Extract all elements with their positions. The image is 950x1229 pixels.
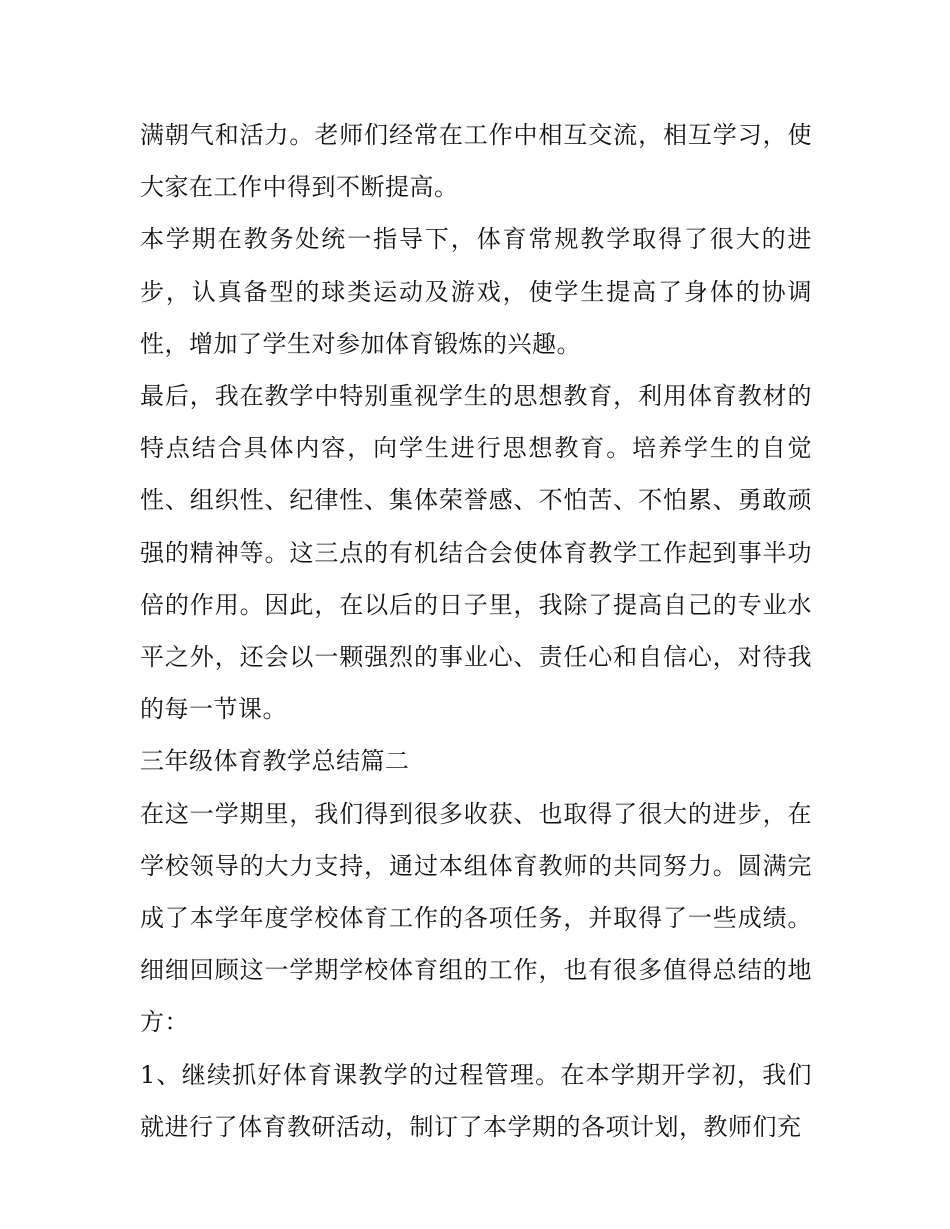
paragraph-2: 本学期在教务处统一指导下，体育常规教学取得了很大的进步，认真备型的球类运动及游戏，使学生提高了身体的协调性，增加了学生对参加体育锻炼的兴趣。 [140,225,812,358]
document-body [140,109,812,1153]
paragraph-5: 1、继续抓好体育课教学的过程管理。在本学期开学初，我们就进行了体育教研活动，制订了本学期的各项计划，教师们充 [140,1060,812,1141]
paragraph-3: 最后，我在教学中特别重视学生的思想教育，利用体育教材的特点结合具体内容，向学生进行思想教育。培养学生的自觉性、组织性、纪律性、集体荣誉感、不怕苦、不怕累、勇敢顽强的精神等。这三点的有机结合会使体育教学工作起到事半功倍的作用。因此，在以后的日子里，我除了提高自己的专业水平之外，还会以一颗强烈的事业心、责任心和自信心，对待我的每一节课。 [140,382,812,724]
section-heading: 三年级体育教学总结篇二 [140,747,410,776]
paragraph-4: 在这一学期里，我们得到很多收获、也取得了很大的进步，在学校领导的大力支持，通过本组体育教师的共同努力。圆满完成了本学年度学校体育工作的各项任务，并取得了一些成绩。细细回顾这一学期学校体育组的工作，也有很多值得总结的地方： [140,799,812,1037]
paragraph-1: 满朝气和活力。老师们经常在工作中相互交流，相互学习，使大家在工作中得到不断提高。 [140,121,812,202]
